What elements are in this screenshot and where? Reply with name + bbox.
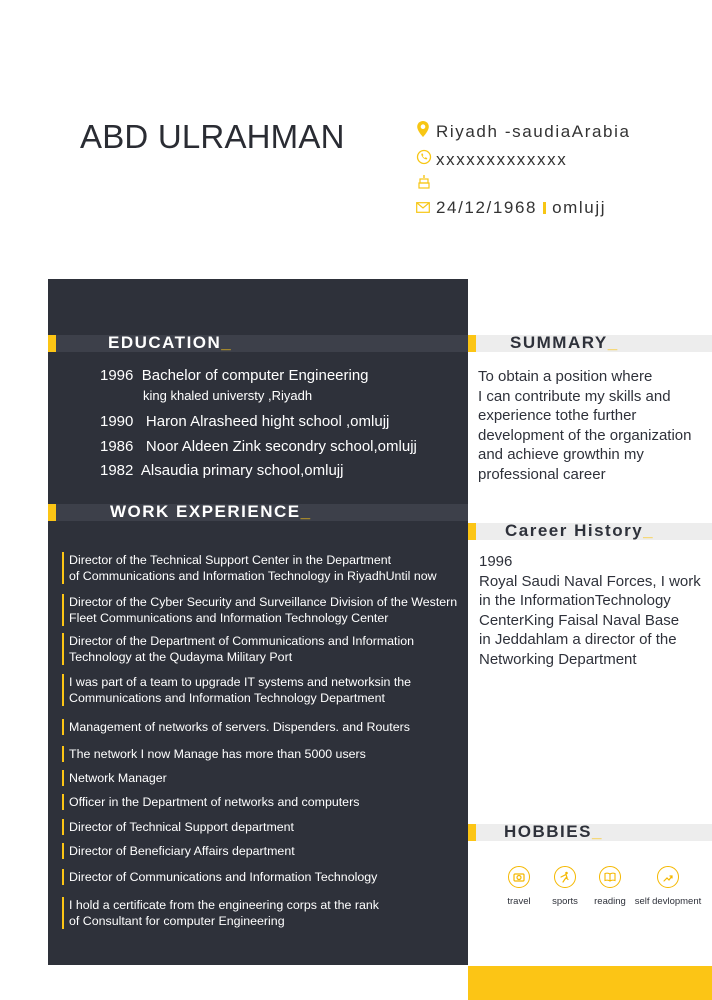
separator-bar — [543, 202, 546, 214]
birthday-cake-icon — [418, 174, 430, 195]
location-pin-icon — [416, 120, 432, 143]
work-item: The network I now Manage has more than 5000 users — [62, 746, 366, 762]
education-item: 1996 Bachelor of computer Engineering — [100, 367, 369, 384]
summary-text: To obtain a position where I can contribute my skills and experience tothe further development of the organization and achieve growthin my professional career — [478, 368, 692, 483]
work-item: Director of the Cyber Security and Surveillance Division of the Western Fleet Communications and Information Technology Center — [62, 594, 457, 626]
birth-line — [416, 198, 606, 218]
work-item: Network Manager — [62, 770, 167, 786]
location-line — [416, 120, 631, 143]
book-icon — [599, 866, 621, 888]
phone-icon — [416, 149, 432, 170]
phone-line — [416, 149, 567, 170]
birth-place: omlujj — [552, 198, 607, 217]
career-heading: Career History_ — [505, 521, 655, 540]
summary-accent — [468, 335, 476, 352]
growth-icon — [657, 866, 679, 888]
education-heading: EDUCATION_ — [108, 333, 233, 352]
envelope-icon — [416, 198, 432, 218]
work-item: I hold a certificate from the engineering corps at the rank of Consultant for computer Engineering — [62, 897, 379, 929]
candidate-name: ABD ULRAHMAN — [80, 118, 345, 155]
hobby-self-development: self devlopment — [628, 866, 708, 907]
hobbies-heading: HOBBIES_ — [504, 822, 603, 841]
footer-yellow-bar — [468, 966, 712, 1000]
education-item: 1986 Noor Aldeen Zink secondry school,omlujj — [100, 438, 417, 455]
summary-heading: SUMMARY_ — [510, 333, 619, 352]
camera-icon — [508, 866, 530, 888]
education-item: 1990 Haron Alrasheed hight school ,omlujj — [100, 413, 390, 430]
running-icon — [554, 866, 576, 888]
education-accent — [48, 335, 56, 352]
phone-text: xxxxxxxxxxxxx — [436, 149, 568, 169]
work-item: Director of Technical Support department — [62, 819, 294, 835]
work-heading: WORK EXPERIENCE_ — [110, 502, 312, 521]
work-item: Director of Beneficiary Affairs department — [62, 843, 295, 859]
birth-date: 24/12/1968 — [436, 198, 538, 217]
work-item: Officer in the Department of networks and computers — [62, 794, 359, 810]
education-item-sub: king khaled universty ,Riyadh — [143, 388, 313, 403]
work-item: I was part of a team to upgrade IT systems and networksin the Communications and Information Technology Department — [62, 674, 411, 706]
hobbies-accent — [468, 824, 476, 841]
work-item: Director of the Department of Communications and Information Technology at the Qudayma Military Port — [62, 633, 414, 665]
hobby-travel: travel — [489, 866, 549, 907]
work-item: Management of networks of servers. Dispenders. and Routers — [62, 719, 410, 735]
work-item: Director of Communications and Information Technology — [62, 869, 377, 885]
career-text: 1996 Royal Saudi Naval Forces, I work in the InformationTechnology CenterKing Faisal Naval Base in Jeddahlam a director of the Networking Department — [479, 553, 701, 668]
work-accent — [48, 504, 56, 521]
work-item: Director of the Technical Support Center in the Department of Communications and Information Technology in RiyadhUntil now — [62, 552, 437, 584]
education-item: 1982 Alsaudia primary school,omlujj — [100, 462, 344, 479]
location-text: Riyadh -saudiaArabia — [436, 121, 631, 141]
career-accent — [468, 523, 476, 540]
hobby-sports: sports — [535, 866, 595, 907]
hobby-reading: reading — [580, 866, 640, 907]
